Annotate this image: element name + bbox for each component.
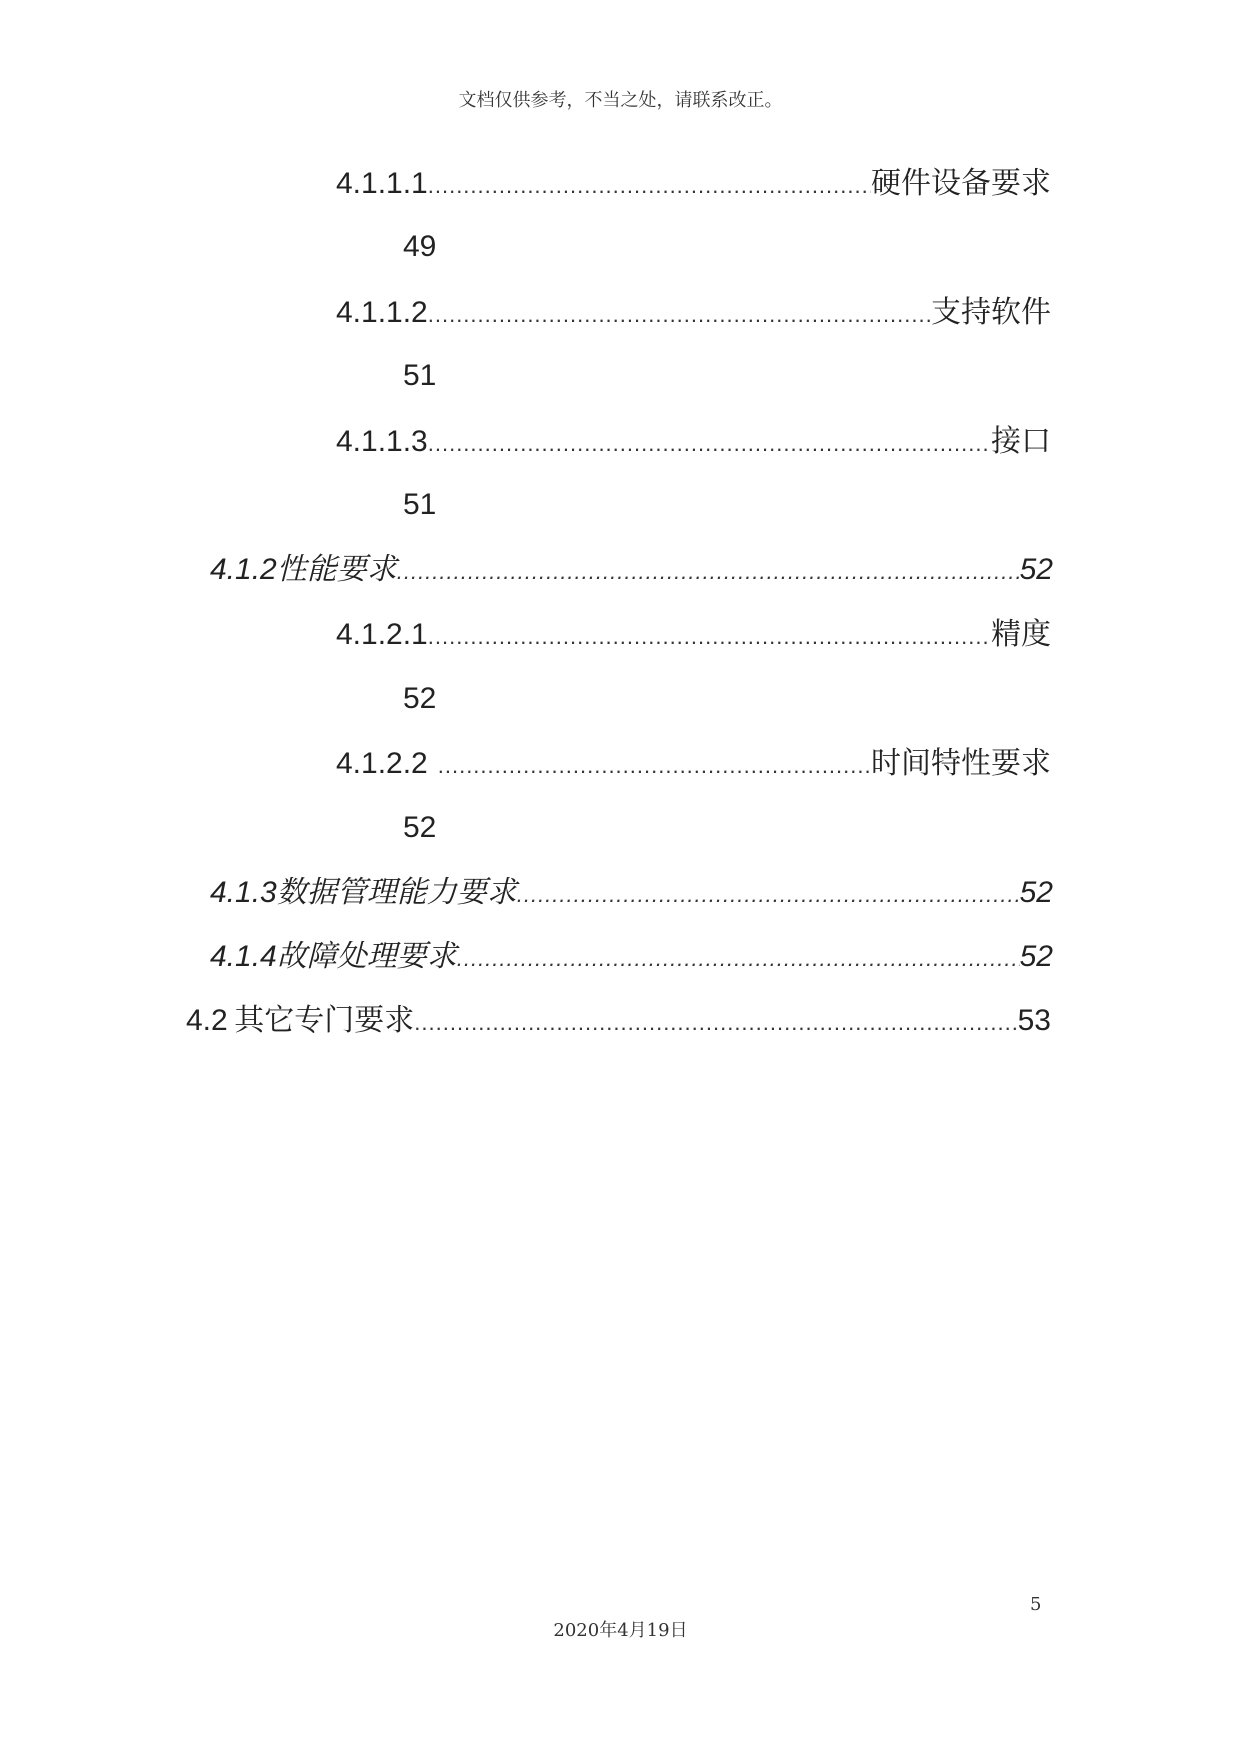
page-header: 文档仅供参考，不当之处，请联系改正。 — [458, 90, 783, 111]
toc-entry-page: 52 — [1019, 940, 1053, 973]
toc-entry[interactable] — [336, 164, 1051, 204]
toc-entry-code: 4.1.3 — [210, 876, 277, 909]
toc-entry-title: 接口 — [991, 425, 1051, 458]
toc-leader-dots — [397, 552, 1020, 592]
toc-leader-dots — [428, 295, 931, 335]
toc-leader-dots — [428, 166, 871, 206]
toc-leader-dots — [428, 617, 991, 657]
toc-entry-title: 故障处理要求 — [276, 940, 457, 973]
toc-entry[interactable] — [210, 550, 1053, 590]
page-number: 5 — [1030, 1594, 1042, 1615]
toc-entry-page: 49 — [403, 230, 437, 263]
toc-entry-page: 53 — [1017, 1004, 1051, 1037]
toc-entry[interactable] — [186, 1001, 1051, 1041]
toc-entry-page: 52 — [1019, 876, 1053, 909]
toc-leader-dots — [414, 1003, 1017, 1043]
toc-entry[interactable] — [336, 293, 1051, 333]
toc-entry-code: 4.1.2.2 — [336, 747, 428, 780]
toc-entry-page: 51 — [403, 488, 437, 521]
toc-entry-code: 4.1.1.3 — [336, 425, 428, 458]
toc-entry-page: 52 — [403, 682, 437, 715]
toc-leader-dots — [428, 424, 991, 464]
toc-entry-page: 52 — [403, 811, 437, 844]
toc-leader-dots — [457, 939, 1020, 979]
toc-entry-code: 4.1.2.1 — [336, 618, 428, 651]
toc-entry[interactable] — [336, 422, 1051, 462]
toc-entry-page: 51 — [403, 359, 437, 392]
toc-entry-code: 4.2 — [186, 1004, 228, 1037]
toc-entry[interactable] — [336, 615, 1051, 655]
toc-entry[interactable] — [336, 744, 1051, 784]
footer-date: 2020年4月19日 — [553, 1620, 688, 1641]
toc-entry-code: 4.1.1.2 — [336, 296, 428, 329]
toc-entry-title: 其它专门要求 — [234, 1004, 415, 1037]
toc-entry[interactable] — [210, 937, 1053, 977]
toc-entry-title: 支持软件 — [931, 296, 1051, 329]
toc-entry-code: 4.1.1.1 — [336, 167, 428, 200]
toc-entry-title: 硬件设备要求 — [871, 167, 1051, 200]
toc-entry-title: 时间特性要求 — [871, 747, 1051, 780]
toc-leader-dots — [438, 746, 871, 786]
toc-leader-dots — [517, 875, 1020, 915]
toc-entry-title: 精度 — [991, 618, 1051, 651]
toc-entry-title: 数据管理能力要求 — [276, 876, 517, 909]
toc-entry-code: 4.1.4 — [210, 940, 277, 973]
toc-entry-code: 4.1.2 — [210, 553, 277, 586]
toc-entry-page: 52 — [1019, 553, 1053, 586]
toc-entry-title: 性能要求 — [276, 553, 397, 586]
toc-entry[interactable] — [210, 873, 1053, 913]
